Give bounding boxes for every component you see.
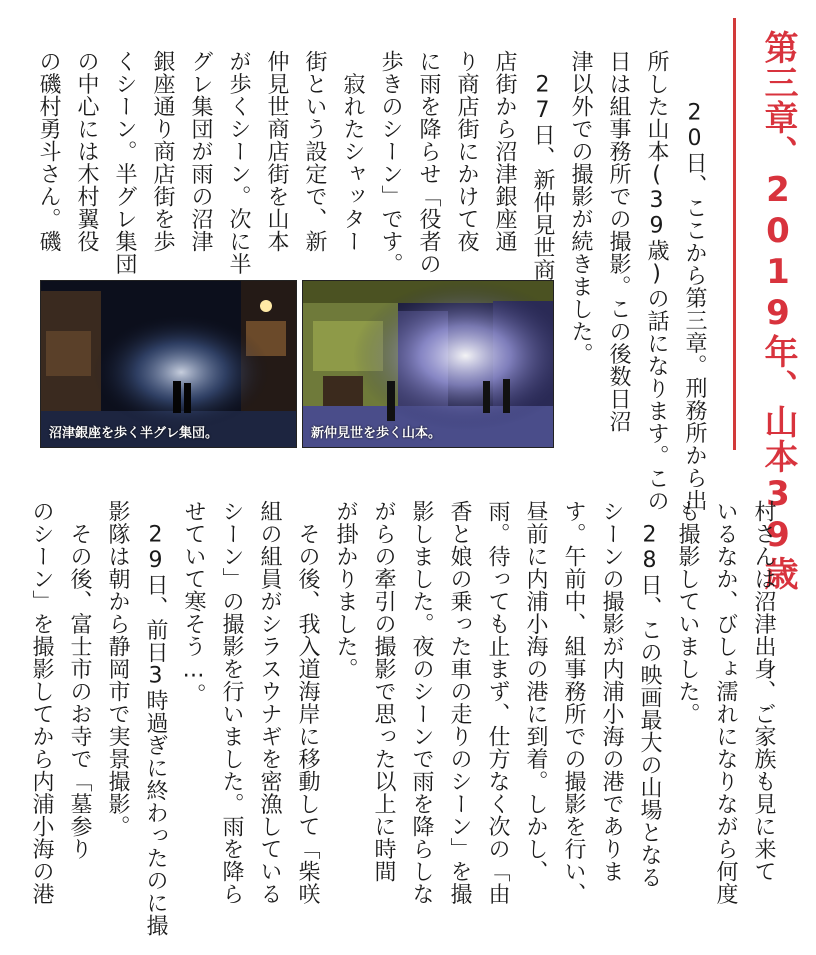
top-col-2: 所した山本(39歳)の話になります。この (644, 50, 669, 512)
top-col-3: 日は組事務所での撮影。この後数日沼 (606, 50, 631, 433)
top-col-8: に雨を降らせ「役者の (416, 50, 441, 275)
bottom-col-12: が掛かりました。 (333, 500, 358, 680)
bottom-col-6: す。午前中、組事務所での撮影を行い、 (561, 500, 586, 905)
bottom-col-14: 組の組員がシラスウナギを密漁している (257, 500, 282, 905)
bottom-col-18: 影隊は朝から静岡市で実景撮影。 (105, 500, 130, 838)
top-col-13: が歩くシーン。次に半 (226, 50, 251, 275)
photo-caption: 新仲見世を歩く山本。 (311, 426, 442, 441)
top-col-4: 津以外での撮影が続きました。 (568, 50, 593, 365)
top-col-10: 寂れたシャッター (340, 50, 365, 253)
top-col-7: り商店街にかけて夜 (454, 50, 479, 253)
chapter-heading-box (733, 18, 806, 591)
top-col-18: の磯村勇斗さん。磯 (36, 50, 61, 253)
bottom-col-20: のシーン」を撮影してから内浦小海の港 (29, 500, 54, 905)
top-col-9: 歩きのシーン」です。 (378, 50, 403, 275)
bottom-col-2: いるなか、びしょ濡れになりながら何度 (713, 500, 738, 905)
top-col-1: 20日、ここから第三章。刑務所から出 (682, 78, 707, 512)
bottom-col-13: その後、我入道海岸に移動して「柴咲 (295, 500, 320, 905)
top-col-17: の中心には木村翼役 (74, 50, 99, 253)
chapter-heading: 第三章、2019年、山本39歳 (758, 30, 798, 591)
top-col-12: 仲見世商店街を山本 (264, 50, 289, 253)
top-col-6: 店街から沼津銀座通 (492, 50, 517, 253)
bottom-col-11: がらの牽引の撮影で思った以上に時間 (371, 500, 396, 883)
bottom-col-5: シーンの撮影が内浦小海の港でありま (599, 500, 624, 883)
bottom-col-3: も撮影していました。 (675, 500, 700, 725)
photo-numazu-ginza (40, 280, 297, 448)
bottom-col-19: その後、富士市のお寺で「墓参り (67, 500, 92, 860)
bottom-col-16: せていて寒そう…。 (181, 500, 206, 706)
top-col-15: 銀座通り商店街を歩 (150, 50, 175, 253)
bottom-col-17: 29日、前日3時過ぎに終わったのに撮 (143, 500, 168, 937)
bottom-col-8: 雨。待っても止まず、仕方なく次の「由 (485, 500, 510, 905)
photo-shinnakamise (302, 280, 554, 448)
top-col-5: 27日、新仲見世商 (530, 50, 555, 281)
bottom-col-7: 昼前に内浦小海の港に到着。しかし、 (523, 500, 548, 883)
bottom-col-15: シーン」の撮影を行いました。雨を降ら (219, 500, 244, 905)
photo-caption: 沼津銀座を歩く半グレ集団。 (49, 426, 219, 441)
top-col-16: くシーン。半グレ集団 (112, 50, 137, 275)
top-col-11: 街という設定で、新 (302, 50, 327, 253)
bottom-col-10: 影しました。夜のシーンで雨を降らしな (409, 500, 434, 905)
bottom-col-1: 村さんは沼津出身、ご家族も見に来て (751, 500, 776, 883)
bottom-col-4: 28日、この映画最大の山場となる (637, 500, 662, 889)
top-col-14: グレ集団が雨の沼津 (188, 50, 213, 253)
bottom-col-9: 香と娘の乗った車の走りのシーン」を撮 (447, 500, 472, 905)
